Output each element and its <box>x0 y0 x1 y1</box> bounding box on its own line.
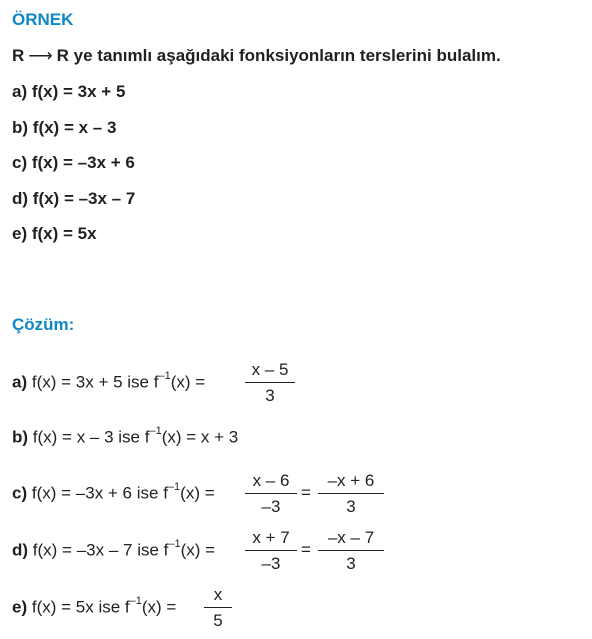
solution-lhs: f(x) = 3x + 5 ise f <box>31 372 159 392</box>
solution-label: e) <box>12 597 28 617</box>
inverse-exponent: –1 <box>158 370 171 382</box>
fraction-a <box>245 360 295 406</box>
fraction-c-1 <box>245 471 297 517</box>
solution-lhs: f(x) = 5x ise f <box>31 597 130 617</box>
fraction-numerator: –x – 7 <box>318 528 384 551</box>
question-a <box>12 82 125 102</box>
question-text: f(x) = –3x + 6 <box>31 153 135 172</box>
solution-c <box>12 483 215 504</box>
question-d <box>12 189 135 209</box>
fraction-c-2 <box>318 471 384 517</box>
inverse-exponent: –1 <box>168 538 181 550</box>
solution-a <box>12 372 205 393</box>
solution-label: d) <box>12 540 29 560</box>
question-text: f(x) = 3x + 5 <box>31 82 126 101</box>
fraction-denominator: –3 <box>261 497 281 516</box>
solution-heading: Çözüm: <box>12 315 75 334</box>
solution-mid: (x) = <box>180 540 216 560</box>
example-heading: ÖRNEK <box>12 10 74 29</box>
fraction-denominator: 5 <box>213 611 223 630</box>
equals-sign: = <box>301 540 311 559</box>
inverse-exponent: –1 <box>167 481 181 493</box>
solution-e <box>12 597 176 618</box>
question-text: f(x) = 5x <box>31 224 97 243</box>
solution-mid: (x) = <box>141 597 177 617</box>
intro-rest: R ye tanımlı aşağıdaki fonksiyonların terslerini bulalım. <box>56 46 501 65</box>
intro-text <box>12 46 501 66</box>
solution-label: a) <box>12 372 28 392</box>
solution-lhs: f(x) = –3x – 7 ise f <box>32 540 169 560</box>
question-label: d) <box>12 189 29 208</box>
question-c <box>12 153 135 173</box>
fraction-numerator: –x + 6 <box>318 471 384 494</box>
equals-sign: = <box>301 483 311 502</box>
solution-lhs: f(x) = x – 3 ise f <box>32 427 150 447</box>
solution-mid: (x) = x + 3 <box>161 427 239 447</box>
fraction-numerator: x – 6 <box>245 471 297 494</box>
fraction-denominator: 3 <box>265 386 275 405</box>
fraction-numerator: x + 7 <box>245 528 297 551</box>
fraction-d-2 <box>318 528 384 574</box>
question-text: f(x) = –3x – 7 <box>32 189 136 208</box>
set-from: R <box>12 46 25 65</box>
fraction-denominator: 3 <box>346 497 356 516</box>
inverse-exponent: –1 <box>149 425 162 437</box>
solution-label: c) <box>12 483 28 503</box>
solution-b <box>12 427 238 448</box>
solution-label: b) <box>12 427 29 447</box>
question-label: b) <box>12 118 29 137</box>
inverse-exponent: –1 <box>129 595 142 607</box>
solution-mid: (x) = <box>170 372 206 392</box>
question-b <box>12 118 116 138</box>
arrow-icon: ⟶ <box>28 46 53 65</box>
solution-mid: (x) = <box>180 483 215 503</box>
fraction-denominator: –3 <box>261 554 281 573</box>
question-label: a) <box>12 82 28 101</box>
fraction-d-1 <box>245 528 297 574</box>
fraction-numerator: x – 5 <box>245 360 295 383</box>
question-e <box>12 224 97 244</box>
solution-d <box>12 540 215 561</box>
question-label: c) <box>12 153 28 172</box>
fraction-e <box>204 585 232 631</box>
fraction-numerator: x <box>204 585 232 608</box>
question-label: e) <box>12 224 28 243</box>
question-text: f(x) = x – 3 <box>32 118 117 137</box>
fraction-denominator: 3 <box>346 554 356 573</box>
solution-lhs: f(x) = –3x + 6 ise f <box>31 483 168 503</box>
